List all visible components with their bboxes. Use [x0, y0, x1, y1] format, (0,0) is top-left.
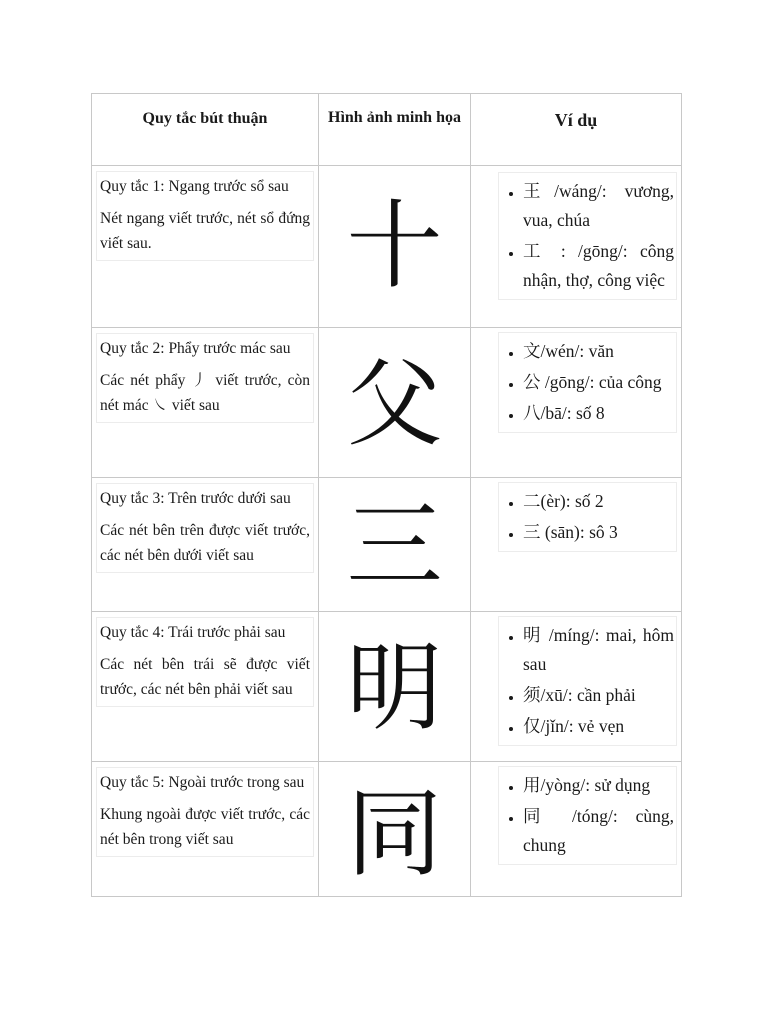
illustration-glyph: 十 [346, 190, 443, 302]
rule-cell [92, 166, 319, 328]
rule-title: Quy tắc 5: Ngoài trước trong sau [100, 774, 305, 791]
examples-list [499, 771, 674, 860]
example-item: • 仅/jǐn/: vẻ vẹn [523, 712, 674, 741]
examples-cell [471, 612, 682, 762]
examples-list [499, 177, 674, 295]
illustration-cell [319, 762, 471, 897]
rule-cell [92, 612, 319, 762]
example-item: • 同 /tóng/: cùng, chung [523, 802, 674, 860]
rule-title: Quy tắc 3: Trên trước dưới sau [100, 490, 291, 507]
illustration-glyph: 同 [346, 778, 443, 890]
example-item: • 工 : /gōng/: công nhận, thợ, công việc [523, 237, 674, 295]
table-row [92, 166, 682, 328]
illustration-glyph: 父 [346, 348, 443, 460]
stroke-order-rules-table [91, 93, 682, 897]
rule-title: Quy tắc 1: Ngang trước sổ sau [100, 178, 289, 195]
example-item: • 二(èr): số 2 [523, 487, 674, 516]
rule-cell [92, 328, 319, 478]
illustration-glyph: 明 [346, 632, 443, 744]
example-item: • 王/wáng/: vương, vua, chúa [523, 177, 674, 235]
rule-cell [92, 478, 319, 612]
example-item: • 明 /míng/: mai, hôm sau [523, 621, 674, 679]
rule-cell [92, 762, 319, 897]
table-row [92, 762, 682, 897]
table-header-row [92, 94, 682, 166]
illustration-cell [319, 328, 471, 478]
example-item: • 须/xū/: cần phải [523, 681, 674, 710]
table-row [92, 478, 682, 612]
rule-description: Khung ngoài được viết trước, các nét bên trong viết sau [100, 806, 310, 848]
examples-list [499, 337, 674, 428]
header-illustration: Hình ảnh minh họa [319, 94, 471, 166]
rule-description: Các nét bên trái sẽ được viết trước, các nét bên phải viết sau [100, 656, 310, 698]
header-rule: Quy tắc bút thuận [92, 94, 319, 166]
examples-list [499, 487, 674, 547]
example-item: • 公 /gōng/: của công [523, 368, 674, 397]
table-row [92, 612, 682, 762]
rule-title: Quy tắc 2: Phẩy trước mác sau [100, 340, 291, 357]
examples-cell [471, 166, 682, 328]
rule-description: Các nét bên trên được viết trước, các nét bên dưới viết sau [100, 522, 310, 564]
rule-title: Quy tắc 4: Trái trước phải sau [100, 624, 286, 641]
example-item: • 三 (sān): sô 3 [523, 518, 674, 547]
examples-cell [471, 762, 682, 897]
examples-cell [471, 328, 682, 478]
illustration-cell [319, 612, 471, 762]
illustration-cell [319, 166, 471, 328]
examples-cell [471, 478, 682, 612]
examples-list [499, 621, 674, 741]
rule-description: Nét ngang viết trước, nét sổ đứng viết sau. [100, 210, 310, 252]
example-item: • 文/wén/: văn [523, 337, 674, 366]
example-item: • 用/yòng/: sử dụng [523, 771, 674, 800]
table-row [92, 328, 682, 478]
illustration-glyph: 三 [346, 490, 443, 602]
rule-description: Các nét phẩy 丿 viết trước, còn nét mác ㇏ viết sau [100, 372, 310, 414]
example-item: • 八/bā/: số 8 [523, 399, 674, 428]
illustration-cell [319, 478, 471, 612]
header-examples: Ví dụ [471, 94, 682, 166]
